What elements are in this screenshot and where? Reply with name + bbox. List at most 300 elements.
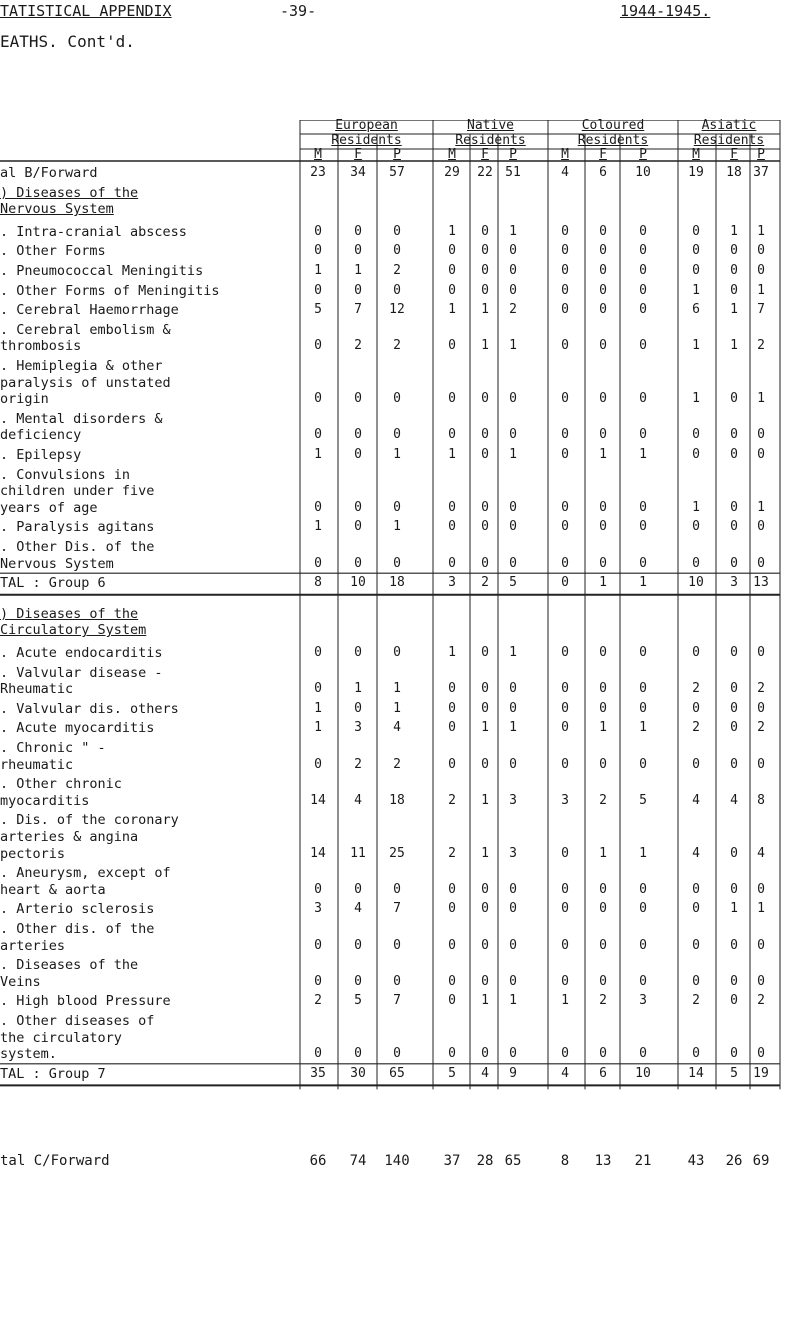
row-label: Veins: [0, 973, 41, 990]
section-heading: Nervous System: [0, 201, 114, 218]
cell-value: 0: [599, 1046, 607, 1062]
row-label: . Mental disorders &: [0, 410, 163, 427]
cell-value: 0: [561, 973, 569, 989]
cell-value: 2: [354, 756, 362, 772]
cell-value: 0: [639, 756, 647, 772]
cell-value: 2: [692, 681, 700, 697]
cell-value: 0: [639, 427, 647, 443]
cell-value: 12: [389, 302, 405, 318]
cell-value: 1: [599, 845, 607, 861]
cell-value: 0: [448, 282, 456, 298]
cell-value: 0: [481, 243, 489, 259]
cell-value: 0: [730, 700, 738, 716]
cell-value: 0: [599, 519, 607, 535]
cell-value: 0: [561, 223, 569, 239]
cell-value: 57: [389, 165, 405, 180]
cell-value: 0: [561, 756, 569, 772]
cell-value: 7: [354, 302, 362, 318]
cell-value: 0: [561, 263, 569, 278]
carried-forward-value: 74: [349, 1153, 367, 1169]
cell-value: 0: [639, 243, 647, 259]
cell-value: 0: [448, 881, 456, 897]
cell-value: 0: [393, 282, 401, 298]
cell-value: 0: [393, 937, 401, 953]
cell-value: 0: [639, 223, 647, 239]
cell-value: 0: [314, 391, 322, 407]
cell-value: 1: [509, 645, 517, 660]
row-label: children under five: [0, 483, 155, 500]
row-label: . Hemiplegia & other: [0, 358, 163, 374]
cell-value: 0: [692, 427, 700, 443]
cell-value: 0: [730, 720, 738, 736]
cell-value: 0: [599, 756, 607, 772]
cell-value: 0: [692, 756, 700, 772]
cell-value: 0: [639, 973, 647, 989]
cell-value: 0: [393, 391, 401, 407]
cell-value: 0: [314, 282, 322, 298]
row-label: heart & aorta: [0, 881, 106, 898]
cell-value: 0: [757, 700, 765, 716]
cell-value: 0: [639, 645, 647, 660]
cell-value: 3: [354, 720, 362, 736]
cell-value: 35: [310, 1065, 326, 1081]
row-label: . Cerebral embolism &: [0, 321, 171, 338]
cell-value: 0: [561, 720, 569, 736]
cell-value: 0: [448, 427, 456, 443]
cell-value: 1: [730, 338, 738, 354]
row-label: . Other diseases of: [0, 1013, 155, 1029]
row-label: arteries: [0, 937, 66, 954]
cell-value: 0: [448, 700, 456, 716]
cell-value: 1: [314, 519, 322, 535]
cell-value: 0: [730, 845, 738, 861]
cell-value: 1: [481, 302, 489, 318]
cell-value: 2: [757, 993, 765, 1009]
group-subheader-european: Residents: [331, 133, 402, 148]
cell-value: 0: [448, 937, 456, 953]
cell-value: 0: [509, 263, 517, 278]
cell-value: 2: [692, 993, 700, 1009]
cell-value: 0: [314, 1046, 322, 1062]
table-row: [0, 448, 780, 466]
row-label: . High blood Pressure: [0, 993, 171, 1010]
carried-forward-value: 65: [504, 1153, 522, 1169]
cell-value: 0: [561, 881, 569, 897]
cell-value: 0: [393, 243, 401, 259]
carried-forward-label: tal C/Forward: [0, 1153, 110, 1169]
cell-value: 0: [314, 338, 322, 354]
cell-value: 4: [481, 1065, 489, 1081]
row-label: deficiency: [0, 427, 82, 444]
cell-value: 2: [448, 845, 456, 861]
cell-value: 0: [393, 223, 401, 239]
cell-value: 18: [726, 165, 742, 180]
cell-value: 0: [757, 447, 765, 462]
group-subheader-native: Residents: [455, 133, 526, 148]
row-label: thrombosis: [0, 338, 82, 355]
cell-value: 0: [509, 427, 517, 443]
section-heading: ) Diseases of the: [0, 184, 139, 201]
cell-value: 0: [354, 427, 362, 443]
cell-value: 1: [599, 447, 607, 462]
cell-value: 0: [561, 338, 569, 354]
cell-value: 0: [393, 645, 401, 660]
cell-value: 0: [448, 499, 456, 515]
cell-value: 0: [599, 700, 607, 716]
cell-value: 0: [509, 499, 517, 515]
cell-value: 0: [639, 282, 647, 298]
cell-value: 6: [692, 302, 700, 318]
cell-value: 1: [599, 720, 607, 736]
cell-value: 3: [509, 845, 517, 861]
row-label: . Other Forms: [0, 243, 106, 260]
cell-value: 2: [393, 263, 401, 278]
table-row: [0, 902, 780, 920]
cell-value: 1: [757, 391, 765, 407]
cell-value: 0: [509, 756, 517, 772]
cell-value: 0: [448, 993, 456, 1009]
cell-value: 0: [692, 901, 700, 917]
cell-value: 1: [692, 338, 700, 354]
subcol-asiatic-m: M: [692, 147, 700, 162]
cell-value: 0: [730, 645, 738, 660]
cell-value: 0: [393, 499, 401, 515]
cell-value: 0: [314, 645, 322, 660]
subcol-asiatic-p: P: [757, 147, 765, 162]
cell-value: 0: [448, 973, 456, 989]
table-row: [0, 994, 780, 1012]
cell-value: 0: [481, 645, 489, 660]
cell-value: 0: [561, 243, 569, 259]
cell-value: 1: [509, 720, 517, 736]
cell-value: 0: [314, 681, 322, 697]
cell-value: 0: [481, 282, 489, 298]
cell-value: 0: [730, 282, 738, 298]
row-label: . Other Dis. of the: [0, 539, 155, 555]
carried-forward-value: 43: [687, 1153, 705, 1169]
cell-value: 4: [692, 792, 700, 808]
row-label: . Arterio sclerosis: [0, 901, 155, 918]
group-header-coloured: Coloured: [581, 118, 645, 133]
cell-value: 2: [757, 338, 765, 354]
cell-value: 0: [692, 447, 700, 462]
table-row: [0, 866, 780, 900]
cell-value: 0: [448, 681, 456, 697]
cell-value: 0: [599, 243, 607, 259]
cell-value: 14: [310, 792, 326, 808]
cell-value: 1: [448, 645, 456, 660]
cell-value: 19: [688, 165, 704, 180]
cell-value: 34: [350, 165, 366, 180]
cell-value: 0: [354, 645, 362, 660]
cell-value: 0: [561, 391, 569, 407]
cell-value: 0: [509, 881, 517, 897]
carried-forward-value: 28: [476, 1153, 494, 1169]
section-heading-row: [0, 186, 780, 223]
cell-value: 0: [561, 499, 569, 515]
subcol-asiatic-f: F: [730, 147, 738, 162]
cell-value: 5: [448, 1065, 456, 1081]
cell-value: 1: [481, 720, 489, 736]
cell-value: 0: [730, 263, 738, 278]
cell-value: 0: [730, 756, 738, 772]
table-row: [0, 520, 780, 538]
cell-value: 1: [481, 993, 489, 1009]
cell-value: 0: [481, 263, 489, 278]
cell-value: 10: [350, 575, 366, 591]
cell-value: 1: [757, 223, 765, 239]
row-label: . Other dis. of the: [0, 921, 155, 937]
cell-value: 7: [393, 993, 401, 1009]
carried-forward-value: 66: [309, 1153, 327, 1169]
row-label: paralysis of unstated: [0, 374, 171, 391]
cell-value: 0: [509, 937, 517, 953]
carried-forward-value: 21: [634, 1153, 652, 1169]
cell-value: 4: [354, 901, 362, 917]
row-label: Nervous System: [0, 555, 114, 572]
cell-value: 0: [481, 499, 489, 515]
cell-value: 0: [481, 1046, 489, 1062]
cell-value: 0: [509, 681, 517, 697]
cell-value: 4: [757, 845, 765, 861]
cell-value: 0: [509, 391, 517, 407]
cell-value: 0: [561, 519, 569, 535]
row-label: rheumatic: [0, 756, 74, 773]
cell-value: 2: [692, 720, 700, 736]
cell-value: 0: [354, 282, 362, 298]
cell-value: 0: [692, 937, 700, 953]
row-label: . Diseases of the: [0, 957, 139, 974]
subcol-native-f: F: [481, 147, 489, 162]
cell-value: 2: [314, 993, 322, 1009]
cell-value: 0: [599, 645, 607, 660]
group-header-asiatic: Asiatic: [701, 118, 757, 133]
cell-value: 0: [509, 243, 517, 259]
cell-value: 0: [481, 937, 489, 953]
row-label: TAL : Group 6: [0, 575, 106, 592]
cell-value: 4: [692, 845, 700, 861]
cell-value: 0: [730, 1046, 738, 1062]
cell-value: 0: [481, 973, 489, 989]
cell-value: 4: [354, 792, 362, 808]
cell-value: 0: [561, 700, 569, 716]
cell-value: 0: [599, 681, 607, 697]
cell-value: 0: [448, 756, 456, 772]
cell-value: 0: [639, 302, 647, 318]
subcol-european-m: M: [314, 147, 322, 162]
table-row: [0, 540, 780, 574]
cell-value: 37: [753, 165, 769, 180]
cell-value: 1: [730, 901, 738, 917]
cell-value: 2: [354, 338, 362, 354]
cell-value: 5: [314, 302, 322, 318]
cell-value: 51: [505, 165, 521, 180]
cell-value: 1: [448, 223, 456, 239]
cell-value: 1: [599, 575, 607, 591]
cell-value: 0: [757, 427, 765, 443]
cell-value: 0: [314, 499, 322, 515]
row-label: pectoris: [0, 845, 66, 862]
cell-value: 2: [599, 792, 607, 808]
cell-value: 0: [639, 338, 647, 354]
cell-value: 1: [314, 720, 322, 736]
cell-value: 0: [757, 973, 765, 989]
section-heading-row: [0, 607, 780, 644]
cell-value: 8: [314, 575, 322, 591]
subcol-coloured-f: F: [599, 147, 607, 162]
cell-value: 0: [481, 756, 489, 772]
cell-value: 0: [448, 519, 456, 535]
cell-value: 5: [730, 1065, 738, 1081]
cell-value: 0: [639, 499, 647, 515]
cell-value: 0: [509, 700, 517, 716]
cell-value: 5: [639, 792, 647, 808]
group-subheader-coloured: Residents: [577, 133, 649, 148]
cell-value: 0: [757, 555, 765, 571]
cell-value: 0: [639, 937, 647, 953]
cell-value: 0: [730, 973, 738, 989]
table-row: [0, 244, 780, 262]
table-row: [0, 412, 780, 446]
cell-value: 0: [481, 901, 489, 917]
cell-value: 0: [481, 700, 489, 716]
cell-value: 3: [314, 901, 322, 917]
row-label: arteries & angina: [0, 828, 139, 845]
row-label: origin: [0, 391, 49, 408]
cell-value: 0: [757, 645, 765, 660]
cell-value: 2: [481, 575, 489, 591]
cell-value: 0: [730, 427, 738, 443]
table-row: [0, 813, 780, 864]
row-label: . Paralysis agitans: [0, 519, 155, 536]
cell-value: 5: [354, 993, 362, 1009]
cell-value: 0: [757, 519, 765, 535]
cell-value: 0: [509, 973, 517, 989]
cell-value: 0: [639, 881, 647, 897]
table-row: [0, 666, 780, 700]
cell-value: 0: [730, 243, 738, 259]
group-total-row: [0, 1067, 780, 1085]
row-label: . Other chronic: [0, 776, 122, 793]
cell-value: 0: [561, 681, 569, 697]
cell-value: 0: [730, 681, 738, 697]
subcol-coloured-m: M: [561, 147, 569, 162]
group-header-european: European: [335, 118, 398, 133]
row-label: . Aneurysm, except of: [0, 865, 171, 882]
cell-value: 1: [509, 447, 517, 462]
cell-value: 0: [692, 555, 700, 571]
cell-value: 18: [389, 575, 405, 591]
cell-value: 0: [561, 302, 569, 318]
cell-value: 1: [730, 302, 738, 318]
row-label: . Pneumococcal Meningitis: [0, 263, 204, 279]
table-row: [0, 777, 780, 811]
row-label: . Cerebral Haemorrhage: [0, 302, 179, 319]
cell-value: 0: [481, 427, 489, 443]
cell-value: 1: [354, 681, 362, 697]
cell-value: 13: [753, 575, 769, 591]
cell-value: 0: [314, 881, 322, 897]
cell-value: 0: [393, 1046, 401, 1062]
cell-value: 0: [354, 519, 362, 535]
cell-value: 10: [688, 575, 704, 591]
cell-value: 0: [448, 263, 456, 278]
cell-value: 0: [354, 223, 362, 239]
page-number: -39-: [280, 2, 317, 20]
table-row: [0, 958, 780, 992]
carried-forward-value: 26: [725, 1153, 743, 1169]
cell-value: 0: [692, 700, 700, 716]
cell-value: 0: [730, 499, 738, 515]
group-total-row: [0, 576, 780, 594]
cell-value: 18: [389, 792, 405, 808]
cell-value: 0: [561, 575, 569, 591]
section-heading: ) Diseases of the: [0, 605, 139, 622]
cell-value: 2: [509, 302, 517, 318]
cell-value: 14: [310, 845, 326, 861]
cell-value: 4: [561, 165, 569, 180]
cell-value: 1: [692, 282, 700, 298]
cell-value: 0: [599, 282, 607, 298]
group-header-native: Native: [467, 118, 514, 133]
cell-value: 0: [561, 1046, 569, 1062]
table-row: [0, 359, 780, 410]
cell-value: 1: [639, 575, 647, 591]
row-label: al B/Forward: [0, 165, 98, 181]
cell-value: 0: [481, 881, 489, 897]
cell-value: 0: [730, 447, 738, 462]
cell-value: 2: [757, 720, 765, 736]
cell-value: 0: [639, 681, 647, 697]
cell-value: 0: [448, 1046, 456, 1062]
cell-value: 0: [599, 881, 607, 897]
cell-value: 0: [599, 901, 607, 917]
cell-value: 14: [688, 1065, 704, 1081]
row-label: . Acute myocarditis: [0, 720, 155, 737]
cell-value: 6: [599, 1065, 607, 1081]
cell-value: 0: [354, 555, 362, 571]
cell-value: 1: [509, 993, 517, 1009]
table-row: [0, 284, 780, 302]
cell-value: 1: [692, 499, 700, 515]
cell-value: 5: [509, 575, 517, 591]
group-subheader-asiatic: Residents: [693, 133, 765, 148]
cell-value: 19: [753, 1065, 769, 1081]
cell-value: 0: [730, 881, 738, 897]
cell-value: 1: [393, 681, 401, 697]
cell-value: 1: [314, 700, 322, 716]
cell-value: 2: [448, 792, 456, 808]
row-label: . Other Forms of Meningitis: [0, 282, 220, 299]
cell-value: 0: [692, 243, 700, 259]
cell-value: 2: [757, 681, 765, 697]
cell-value: 0: [730, 937, 738, 953]
cell-value: 1: [393, 700, 401, 716]
carried-forward-value: 69: [752, 1153, 770, 1169]
cell-value: 1: [757, 499, 765, 515]
cell-value: 0: [354, 700, 362, 716]
cell-value: 1: [314, 447, 322, 462]
cell-value: 0: [481, 681, 489, 697]
carried-forward-value: 13: [594, 1153, 612, 1169]
cell-value: 0: [509, 1046, 517, 1062]
cell-value: 0: [354, 447, 362, 462]
cell-value: 0: [448, 555, 456, 571]
cell-value: 0: [481, 447, 489, 462]
cell-value: 7: [757, 302, 765, 318]
cell-value: 0: [314, 756, 322, 772]
cell-value: 0: [314, 555, 322, 571]
